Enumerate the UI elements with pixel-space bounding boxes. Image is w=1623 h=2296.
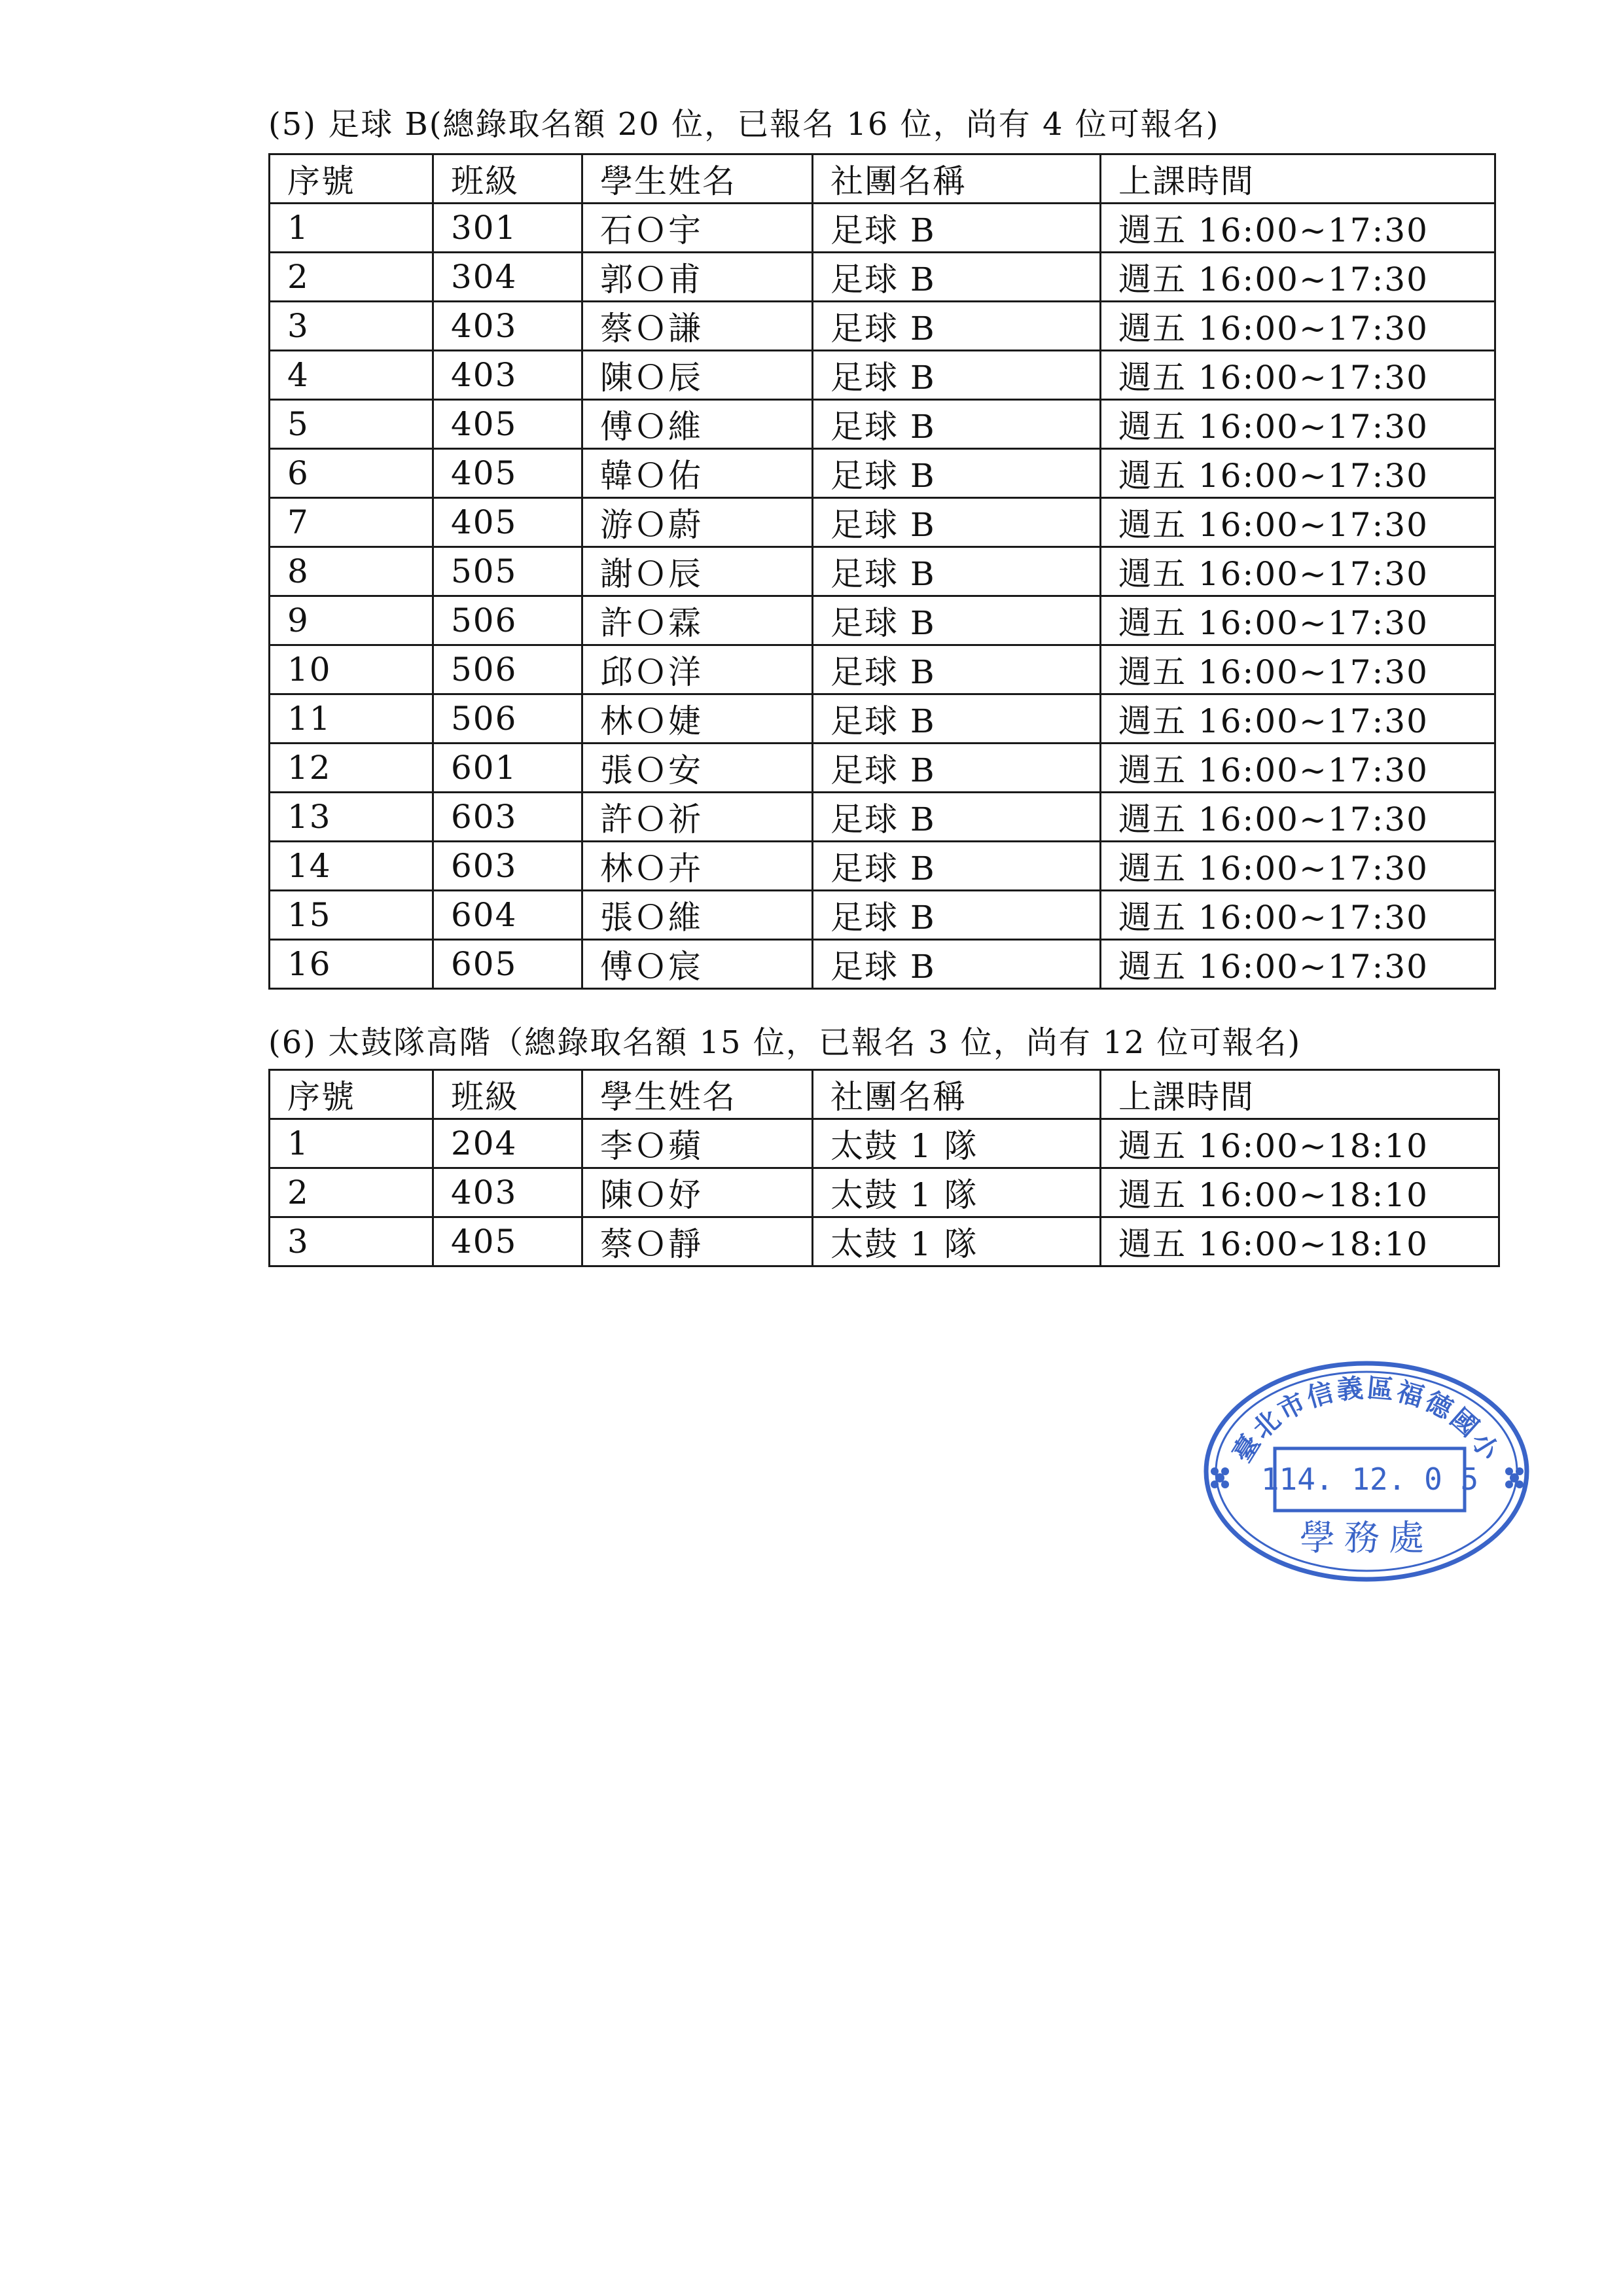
table-row — [270, 744, 1495, 793]
cell-class-time: 週五 16:00~18:10 — [1101, 1217, 1499, 1266]
cell-serial: 16 — [270, 940, 433, 989]
table-row — [270, 302, 1495, 351]
cell-club-name: 足球 B — [813, 351, 1101, 400]
table-row — [270, 1168, 1499, 1217]
cell-class-time: 週五 16:00~17:30 — [1101, 449, 1495, 498]
table-row — [270, 842, 1495, 891]
cell-club-name: 足球 B — [813, 793, 1101, 842]
cell-serial: 1 — [270, 1119, 433, 1168]
table-body — [270, 1119, 1499, 1266]
cell-student-name: 李Ｏ蘋 — [582, 1119, 813, 1168]
cell-class: 601 — [433, 744, 582, 793]
header-class-time: 上課時間 — [1101, 154, 1495, 204]
cell-class-time: 週五 16:00~17:30 — [1101, 645, 1495, 694]
cell-class-time: 週五 16:00~17:30 — [1101, 302, 1495, 351]
cell-class: 403 — [433, 351, 582, 400]
cell-club-name: 足球 B — [813, 694, 1101, 744]
cell-class-time: 週五 16:00~17:30 — [1101, 694, 1495, 744]
cell-student-name: 張Ｏ安 — [582, 744, 813, 793]
table-row — [270, 596, 1495, 645]
table-row — [270, 940, 1495, 989]
table-row — [270, 1119, 1499, 1168]
cell-serial: 5 — [270, 400, 433, 449]
cell-club-name: 足球 B — [813, 596, 1101, 645]
cell-class: 403 — [433, 1168, 582, 1217]
cell-class: 506 — [433, 596, 582, 645]
cell-student-name: 許Ｏ霖 — [582, 596, 813, 645]
cell-student-name: 蔡Ｏ靜 — [582, 1217, 813, 1266]
cell-club-name: 足球 B — [813, 744, 1101, 793]
cell-student-name: 林Ｏ婕 — [582, 694, 813, 744]
cell-student-name: 傅Ｏ維 — [582, 400, 813, 449]
cell-club-name: 足球 B — [813, 449, 1101, 498]
cell-serial: 10 — [270, 645, 433, 694]
cell-class-time: 週五 16:00~18:10 — [1101, 1168, 1499, 1217]
stamp-school-name: 臺北市信義區福德國小 — [1226, 1372, 1507, 1468]
cell-class-time: 週五 16:00~17:30 — [1101, 596, 1495, 645]
cell-club-name: 足球 B — [813, 940, 1101, 989]
cell-serial: 4 — [270, 351, 433, 400]
header-club-name: 社團名稱 — [813, 1070, 1101, 1119]
cell-club-name: 足球 B — [813, 645, 1101, 694]
table-header-row — [270, 154, 1495, 204]
stamp-date: 114. 12. 0 5 — [1260, 1462, 1479, 1497]
cell-class: 301 — [433, 204, 582, 253]
cell-club-name: 足球 B — [813, 253, 1101, 302]
roster-table-soccer-b — [268, 153, 1496, 990]
table-row — [270, 400, 1495, 449]
cell-student-name: 林Ｏ卉 — [582, 842, 813, 891]
cell-serial: 13 — [270, 793, 433, 842]
cell-serial: 15 — [270, 891, 433, 940]
table-row — [270, 793, 1495, 842]
cell-class: 405 — [433, 400, 582, 449]
cell-class: 605 — [433, 940, 582, 989]
cell-class-time: 週五 16:00~17:30 — [1101, 351, 1495, 400]
table-row — [270, 694, 1495, 744]
cell-club-name: 太鼓 1 隊 — [813, 1119, 1101, 1168]
cell-class: 505 — [433, 547, 582, 596]
cell-serial: 2 — [270, 1168, 433, 1217]
cell-class: 506 — [433, 694, 582, 744]
cell-club-name: 足球 B — [813, 842, 1101, 891]
plum-blossom-icon — [1505, 1467, 1524, 1488]
table-body — [270, 204, 1495, 989]
table-row — [270, 891, 1495, 940]
cell-student-name: 蔡Ｏ謙 — [582, 302, 813, 351]
table-row — [270, 1217, 1499, 1266]
section-title-soccer-b: (5) 足球 B(總錄取名額 20 位，已報名 16 位，尚有 4 位可報名) — [268, 106, 1220, 143]
cell-club-name: 足球 B — [813, 204, 1101, 253]
table-header-row — [270, 1070, 1499, 1119]
cell-class-time: 週五 16:00~17:30 — [1101, 842, 1495, 891]
cell-serial: 14 — [270, 842, 433, 891]
cell-serial: 12 — [270, 744, 433, 793]
cell-class: 603 — [433, 793, 582, 842]
header-class: 班級 — [433, 1070, 582, 1119]
cell-club-name: 足球 B — [813, 400, 1101, 449]
cell-class-time: 週五 16:00~18:10 — [1101, 1119, 1499, 1168]
cell-serial: 11 — [270, 694, 433, 744]
cell-club-name: 足球 B — [813, 498, 1101, 547]
cell-class: 405 — [433, 498, 582, 547]
cell-class-time: 週五 16:00~17:30 — [1101, 253, 1495, 302]
cell-club-name: 太鼓 1 隊 — [813, 1168, 1101, 1217]
cell-student-name: 邱Ｏ洋 — [582, 645, 813, 694]
header-class: 班級 — [433, 154, 582, 204]
section-title-taiko-advanced: (6) 太鼓隊高階（總錄取名額 15 位，已報名 3 位，尚有 12 位可報名) — [268, 1024, 1302, 1061]
cell-student-name: 游Ｏ蔚 — [582, 498, 813, 547]
cell-class-time: 週五 16:00~17:30 — [1101, 498, 1495, 547]
cell-serial: 6 — [270, 449, 433, 498]
roster-table-taiko-advanced — [268, 1069, 1500, 1267]
cell-student-name: 許Ｏ祈 — [582, 793, 813, 842]
cell-class: 304 — [433, 253, 582, 302]
header-student-name: 學生姓名 — [582, 1070, 813, 1119]
cell-serial: 1 — [270, 204, 433, 253]
table-row — [270, 547, 1495, 596]
cell-class-time: 週五 16:00~17:30 — [1101, 400, 1495, 449]
table-row — [270, 204, 1495, 253]
header-student-name: 學生姓名 — [582, 154, 813, 204]
cell-class: 603 — [433, 842, 582, 891]
cell-student-name: 張Ｏ維 — [582, 891, 813, 940]
cell-serial: 3 — [270, 1217, 433, 1266]
office-stamp — [1196, 1347, 1537, 1583]
cell-student-name: 郭Ｏ甫 — [582, 253, 813, 302]
cell-serial: 7 — [270, 498, 433, 547]
cell-student-name: 陳Ｏ妤 — [582, 1168, 813, 1217]
table-row — [270, 498, 1495, 547]
cell-class-time: 週五 16:00~17:30 — [1101, 891, 1495, 940]
cell-student-name: 石Ｏ宇 — [582, 204, 813, 253]
cell-serial: 2 — [270, 253, 433, 302]
cell-student-name: 韓Ｏ佑 — [582, 449, 813, 498]
cell-class-time: 週五 16:00~17:30 — [1101, 940, 1495, 989]
cell-class-time: 週五 16:00~17:30 — [1101, 793, 1495, 842]
cell-student-name: 傅Ｏ宸 — [582, 940, 813, 989]
header-club-name: 社團名稱 — [813, 154, 1101, 204]
stamp-office: 學務處 — [1300, 1517, 1433, 1558]
cell-serial: 3 — [270, 302, 433, 351]
cell-class-time: 週五 16:00~17:30 — [1101, 547, 1495, 596]
table-row — [270, 645, 1495, 694]
cell-class: 403 — [433, 302, 582, 351]
cell-class: 604 — [433, 891, 582, 940]
cell-student-name: 謝Ｏ辰 — [582, 547, 813, 596]
cell-class-time: 週五 16:00~17:30 — [1101, 204, 1495, 253]
cell-club-name: 足球 B — [813, 302, 1101, 351]
table-row — [270, 351, 1495, 400]
cell-club-name: 足球 B — [813, 891, 1101, 940]
cell-class-time: 週五 16:00~17:30 — [1101, 744, 1495, 793]
cell-class: 506 — [433, 645, 582, 694]
cell-class: 204 — [433, 1119, 582, 1168]
plum-blossom-icon — [1211, 1467, 1229, 1488]
header-serial: 序號 — [270, 154, 433, 204]
table-row — [270, 253, 1495, 302]
cell-class: 405 — [433, 449, 582, 498]
header-class-time: 上課時間 — [1101, 1070, 1499, 1119]
cell-serial: 9 — [270, 596, 433, 645]
cell-club-name: 足球 B — [813, 547, 1101, 596]
cell-student-name: 陳Ｏ辰 — [582, 351, 813, 400]
cell-serial: 8 — [270, 547, 433, 596]
table-row — [270, 449, 1495, 498]
header-serial: 序號 — [270, 1070, 433, 1119]
cell-club-name: 太鼓 1 隊 — [813, 1217, 1101, 1266]
cell-class: 405 — [433, 1217, 582, 1266]
